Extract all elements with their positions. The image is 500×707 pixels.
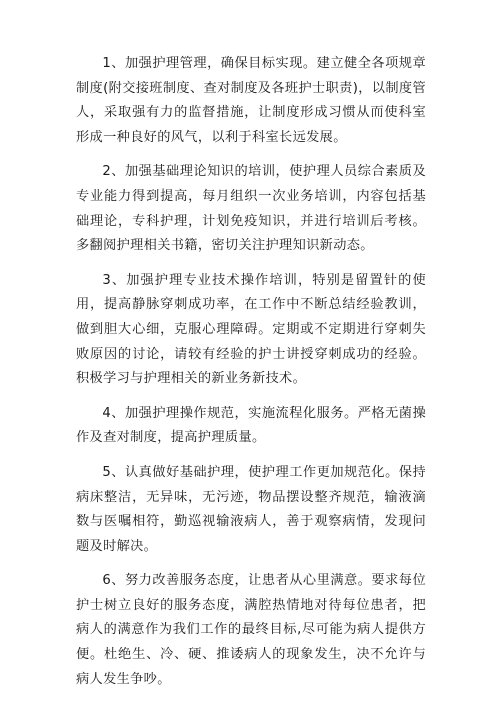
paragraph-6: 6、努力改善服务态度，让患者从心里满意。要求每位护士树立良好的服务态度，满腔热情地对待每位患者，把病人的满意作为我们工作的最终目标,尽可能为病人提供方便。杜绝生、冷、硬、推诿病人的现象发生，决不允许与病人发生争吵。 xyxy=(76,573,426,687)
paragraph-4: 4、加强护理操作规范，实施流程化服务。严格无菌操作及查对制度，提高护理质量。 xyxy=(76,405,426,446)
paragraph-1: 1、加强护理管理，确保目标实现。建立健全各项规章制度(附交接班制度、查对制度及各班护士职责)，以制度管人，采取强有力的监督措施，让制度形成习惯从而使科室形成一种良好的风气，以利于科室长远发展。 xyxy=(76,56,426,145)
paragraph-5: 5、认真做好基础护理，使护理工作更加规范化。保持病床整洁，无异味，无污迹，物品摆设整齐规范，输液滴数与医嘱相符，勤巡视输液病人，善于观察病情，发现问题及时解决。 xyxy=(76,464,426,554)
document-body xyxy=(76,52,426,702)
paragraph-2: 2、加强基础理论知识的培训，使护理人员综合素质及专业能力得到提高，每月组织一次业务培训，内容包括基础理论，专科护理，计划免疫知识，并进行培训后考核。多翻阅护理相关书籍，密切关注护理知识新动态。 xyxy=(76,164,426,254)
paragraph-3: 3、加强护理专业技术操作培训，特别是留置针的使用，提高静脉穿刺成功率，在工作中不断总结经验教训，做到胆大心细，克服心理障碍。定期或不定期进行穿刺失败原因的讨论，请较有经验的护士讲授穿刺成功的经验。积极学习与护理相关的新业务新技术。 xyxy=(76,272,426,387)
